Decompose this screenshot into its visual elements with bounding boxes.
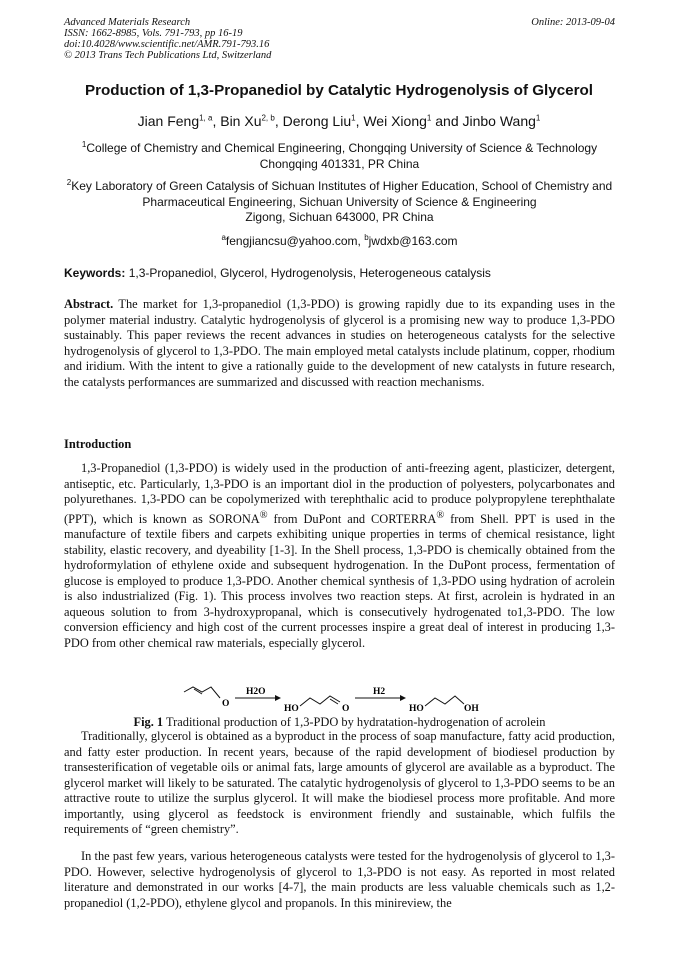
registered-mark: ®	[259, 509, 268, 521]
paper-title: Production of 1,3-Propanediol by Catalytic Hydrogenolysis of Glycerol	[84, 82, 594, 99]
abstract	[64, 297, 615, 390]
author-sup: 1	[351, 113, 356, 123]
author-sup: 2, b	[261, 113, 275, 123]
affiliation-1	[64, 137, 615, 172]
reaction-scheme	[180, 684, 500, 714]
author-sup: 1	[426, 113, 432, 123]
email-a: fengjiancsu@yahoo.com,	[225, 234, 365, 248]
author-sup: 1, a	[199, 113, 213, 123]
author-name: Derong Liu	[282, 113, 352, 129]
online-date: Online: 2013-09-04	[531, 17, 615, 28]
paragraph-text: from Shell. PPT is used in the manufacture of textile fibers and carpets exhibiting unique properties in terms of chemical resistance, light stability, elastic recovery, and dyeability [1-3]. In the Shell process, 1,3-PDO is chemically obtained from the hydroformylation of ethylene oxide and subsequent hydrogenation. In the DuPont process, fermentation of glucose is employed to produce 1,3-PDO. Another chemical synthesis of 1,3-PDO using hydration of acrolein is also industrialized (Fig. 1). This process involves two reaction steps. At first, acrolein is hydrated in an aqueous solution to from 3-hydroxypropanal, which is consecutively hydrogenated to1,3-PDO. The low conversion efficiency and high cost of the current processes inspire a great deal of interest in producing 1,3-PDO from other chemical raw materials, especially glycerol.	[64, 511, 615, 650]
author-separator: ,	[355, 113, 364, 129]
reagent-label: H2O	[246, 687, 266, 697]
author-name: Jinbo Wang	[462, 113, 536, 129]
journal-name: Advanced Materials Research	[64, 17, 191, 28]
abstract-label: Abstract.	[64, 297, 114, 311]
affiliation-city: Zigong, Sichuan 643000, PR China	[245, 210, 434, 224]
affiliation-text: Key Laboratory of Green Catalysis of Sichuan Institutes of Higher Education, School of Chemistry and Pharmaceutical Engineering, Sichuan University of Science & Engineering	[71, 179, 613, 209]
author-list	[40, 113, 638, 129]
registered-mark: ®	[436, 509, 445, 521]
email-sup: a	[221, 233, 226, 242]
atom-label: HO	[284, 704, 299, 714]
atom-label: OH	[464, 704, 479, 714]
author-name: Bin Xu	[220, 113, 262, 129]
arrow-head	[275, 695, 281, 701]
caption-text: Traditional production of 1,3-PDO by hydratation-hydrogenation of acrolein	[163, 715, 546, 729]
journal-issn: ISSN: 1662-8985, Vols. 791-793, pp 16-19	[64, 28, 243, 39]
keywords-text: 1,3-Propanediol, Glycerol, Hydrogenolysis, Heterogeneous catalysis	[125, 266, 491, 280]
acrolein-bond	[184, 687, 220, 698]
propanediol-bond	[425, 696, 464, 706]
intro-paragraph-1	[64, 461, 615, 651]
abstract-text: The market for 1,3-propanediol (1,3-PDO) is growing rapidly due to its expanding uses in the polymer material industry. Catalytic hydrogenolysis of glycerol is a promising new way to produce 1,3-PDO sustainably. This paper reviews the recent advances in studies on heterogeneous catalysts for the selective hydrogenolysis of glycerol to 1,3-PDO. The main employed metal catalysts include platinum, copper, rhodium and iridium. With the intent to give a rationally guide to the development of new catalysts in future research, the catalysts performances are summarized and discussed with reaction mechanisms.	[64, 297, 615, 389]
author-separator: ,	[212, 113, 221, 129]
figure-caption	[64, 715, 615, 730]
keywords	[64, 266, 615, 280]
journal-doi: doi:10.4028/www.scientific.net/AMR.791-793.16	[64, 39, 270, 50]
email-sup: b	[364, 233, 369, 242]
author-name: Wei Xiong	[363, 113, 427, 129]
author-name: Jian Feng	[137, 113, 200, 129]
journal-header	[64, 17, 615, 61]
affiliation-sup: 2	[66, 178, 72, 187]
author-separator: ,	[274, 113, 283, 129]
arrow-head	[400, 695, 406, 701]
keywords-label: Keywords:	[64, 266, 126, 280]
intro-paragraph-3: In the past few years, various heterogeneous catalysts were tested for the hydrogenolysis of glycerol to 1,3-PDO. However, selective hydrogenolysis of glycerol to 1,3-PDO is not easy. As reported in most related literature and demonstrated in our works [4-7], the main products are less valuable chemicals such as 1,2-propanediol (1,2-PDO), ethylene glycol and propanols. In this minireview, the	[64, 849, 615, 910]
author-sup: 1	[535, 113, 541, 123]
intro-paragraph-2: Traditionally, glycerol is obtained as a byproduct in the process of soap manufacture, fatty acid production, and fatty ester production. In recent years, because of the rapid development of biodiesel production by transesterification of vegetable oils or animal fats, large amounts of glycerol are available as a byproduct. The glycerol market will likely to be saturated. The catalytic hydrogenolysis of glycerol to 1,3-PDO seems to be an attractive route to utilize the surplus glycerol. It will make the biodiesel process more profitable. And more importantly, using glycerol as feedstock is environment friendly and sustainable, which fulfils the requirements of “green chemistry”.	[64, 729, 615, 836]
atom-label: O	[222, 699, 230, 709]
paragraph-text: 1,3-Propanediol (1,3-PDO) is widely used in the production of anti-freezing agent, plasticizer, detergent, antiseptic, etc. Particularly, 1,3-PDO is an important diol in the production of polyesters, polycarbonates and polyurethanes. 1,3-PDO can be copolymerized with terephthalic acid to produce polypropylene terephthalate (PPT), which is known as SORONA	[64, 461, 615, 526]
atom-label: HO	[409, 704, 424, 714]
reagent-label: H2	[373, 687, 386, 697]
caption-label: Fig. 1	[133, 715, 164, 729]
emails	[64, 230, 615, 249]
journal-copyright: © 2013 Trans Tech Publications Ltd, Switzerland	[64, 50, 272, 61]
email-b: jwdxb@163.com	[368, 234, 458, 248]
affiliation-text: College of Chemistry and Chemical Engineering, Chongqing University of Science & Technology Chongqing 401331, PR China	[86, 141, 598, 171]
affiliation-2	[64, 175, 615, 210]
section-heading: Introduction	[64, 437, 132, 451]
affiliation-sup: 1	[81, 140, 87, 149]
paragraph-text: from DuPont and CORTERRA	[267, 511, 437, 526]
atom-label: O	[342, 704, 350, 714]
author-separator: and	[431, 113, 463, 129]
